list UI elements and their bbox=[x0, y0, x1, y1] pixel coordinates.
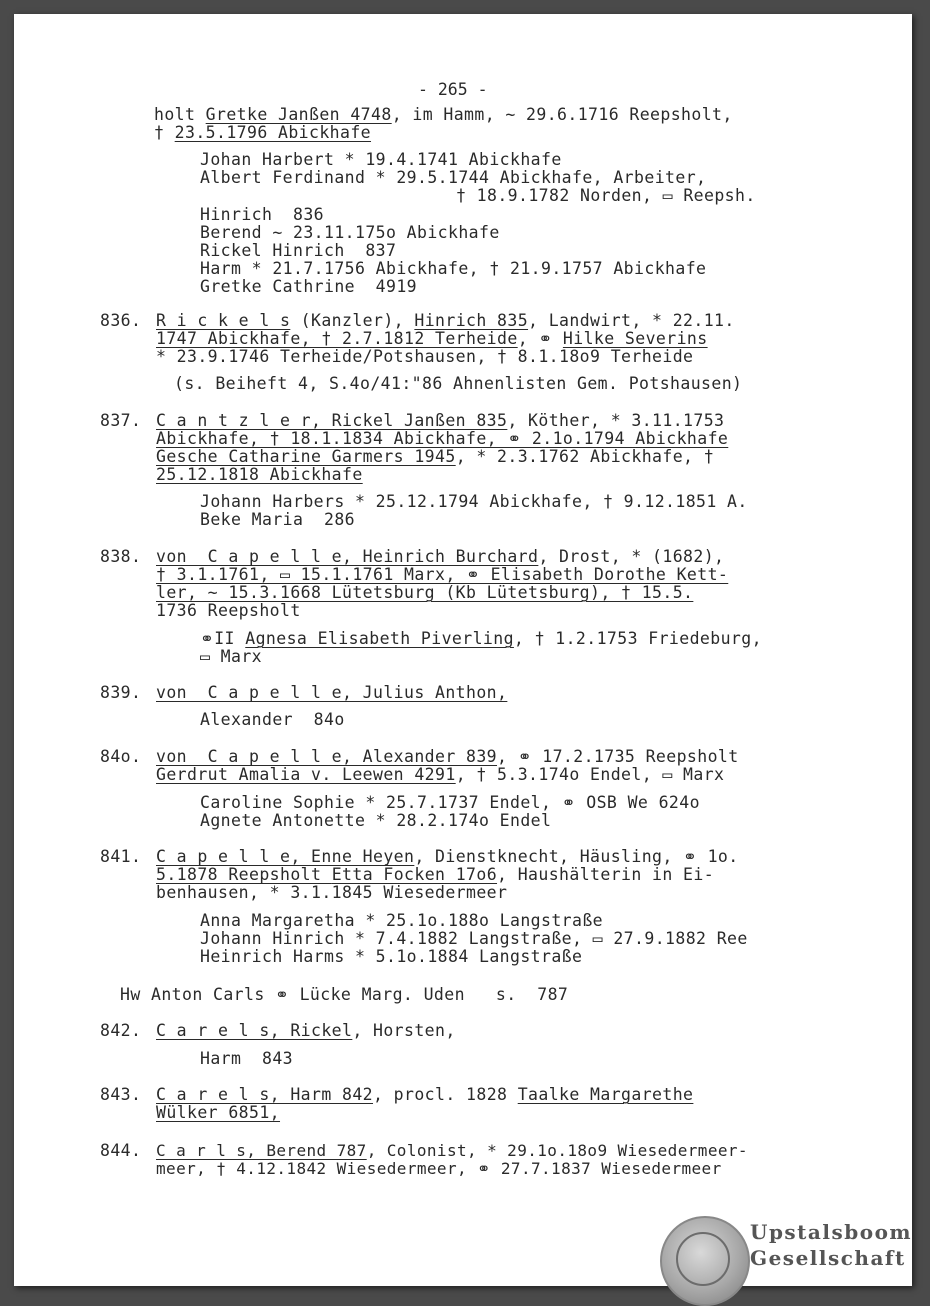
entry-line: 25.12.1818 Abickhafe bbox=[156, 465, 363, 484]
child-line: Johann Harbers * 25.12.1794 Abickhafe, † 9.12.1851 A. bbox=[200, 492, 748, 511]
entry-line: * 23.9.1746 Terheide/Potshausen, † 8.1.18o9 Terheide bbox=[156, 347, 694, 366]
entry-line: ▭ Marx bbox=[200, 647, 263, 666]
entry-number: 842. bbox=[100, 1021, 142, 1040]
child-line: Harm 843 bbox=[200, 1049, 294, 1068]
child-line: Caroline Sophie * 25.7.1737 Endel, ⚭ OSB We 624o bbox=[200, 793, 700, 812]
child-line: Hinrich 836 bbox=[200, 205, 325, 224]
entry-note: (s. Beiheft 4, S.4o/41:"86 Ahnenlisten Gem. Potshausen) bbox=[174, 374, 743, 393]
entry-line: ⚭II Agnesa Elisabeth Piverling, † 1.2.1753 Friedeburg, bbox=[200, 629, 762, 648]
entry-line: 1747 Abickhafe, † 2.7.1812 Terheide, ⚭ Hilke Severins bbox=[156, 329, 708, 348]
entry-line: ler, ~ 15.3.1668 Lütetsburg (Kb Lütetsburg), † 15.5. bbox=[156, 583, 694, 602]
child-line: Harm * 21.7.1756 Abickhafe, † 21.9.1757 Abickhafe bbox=[200, 259, 707, 278]
entry-line: Gesche Catharine Garmers 1945, * 2.3.1762 Abickhafe, † bbox=[156, 447, 715, 466]
entry-number: 84o. bbox=[100, 747, 142, 766]
entry-line: 1736 Reepsholt bbox=[156, 601, 301, 620]
entry-line: Wülker 6851, bbox=[156, 1103, 281, 1122]
child-line: Rickel Hinrich 837 bbox=[200, 241, 397, 260]
entry-number: 841. bbox=[100, 847, 142, 866]
entry-number: 843. bbox=[100, 1085, 142, 1104]
child-line: † 18.9.1782 Norden, ▭ Reepsh. bbox=[456, 186, 756, 205]
entry-line: von C a p e l l e, Heinrich Burchard, Drost, * (1682), bbox=[156, 547, 725, 566]
entry-line: Abickhafe, † 18.1.1834 Abickhafe, ⚭ 2.1o.1794 Abickhafe bbox=[156, 429, 729, 448]
entry-line: von C a p e l l e, Alexander 839, ⚭ 17.2.1735 Reepsholt bbox=[156, 747, 739, 766]
entry-line: C a r l s, Berend 787, Colonist, * 29.1o.18o9 Wiesedermeer- bbox=[156, 1141, 748, 1160]
entry-line: C a r e l s, Rickel, Horsten, bbox=[156, 1021, 456, 1040]
entry-number: 844. bbox=[100, 1141, 142, 1160]
entry-number: 837. bbox=[100, 411, 142, 430]
entry-number: 838. bbox=[100, 547, 142, 566]
entry-line: benhausen, * 3.1.1845 Wiesedermeer bbox=[156, 883, 508, 902]
brand-line-1: Upstalsboom bbox=[750, 1220, 913, 1244]
child-line: Berend ~ 23.11.175o Abickhafe bbox=[200, 223, 500, 242]
entry-line: † 3.1.1761, ▭ 15.1.1761 Marx, ⚭ Elisabeth Dorothe Kett- bbox=[156, 565, 729, 584]
entry-number: 839. bbox=[100, 683, 142, 702]
child-line: Anna Margaretha * 25.1o.188o Langstraße bbox=[200, 911, 604, 930]
child-line: Gretke Cathrine 4919 bbox=[200, 277, 418, 296]
entry-line: C a p e l l e, Enne Heyen, Dienstknecht, Häusling, ⚭ 1o. bbox=[156, 847, 739, 866]
child-line: Albert Ferdinand * 29.5.1744 Abickhafe, Arbeiter, bbox=[200, 168, 707, 187]
entry-line: R i c k e l s (Kanzler), Hinrich 835, Landwirt, * 22.11. bbox=[156, 311, 735, 330]
cross-reference: Hw Anton Carls ⚭ Lücke Marg. Uden s. 787 bbox=[120, 985, 569, 1004]
entry-line: C a n t z l e r, Rickel Janßen 835, Köther, * 3.11.1753 bbox=[156, 411, 725, 430]
entry-line: von C a p e l l e, Julius Anthon, bbox=[156, 683, 508, 702]
child-line: Beke Maria 286 bbox=[200, 510, 356, 529]
child-line: Johann Hinrich * 7.4.1882 Langstraße, ▭ 27.9.1882 Ree bbox=[200, 929, 748, 948]
page-number: - 265 - bbox=[418, 80, 488, 99]
society-seal-icon bbox=[660, 1216, 750, 1306]
entry-line: 5.1878 Reepsholt Etta Focken 17o6, Haushälterin in Ei- bbox=[156, 865, 715, 884]
text-line: holt Gretke Janßen 4748, im Hamm, ~ 29.6.1716 Reepsholt, bbox=[154, 105, 733, 124]
entry-number: 836. bbox=[100, 311, 142, 330]
child-line: Johan Harbert * 19.4.1741 Abickhafe bbox=[200, 150, 562, 169]
entry-line: Gerdrut Amalia v. Leewen 4291, † 5.3.174o Endel, ▭ Marx bbox=[156, 765, 725, 784]
child-line: Alexander 84o bbox=[200, 710, 345, 729]
text-line: † 23.5.1796 Abickhafe bbox=[154, 123, 372, 142]
entry-line: C a r e l s, Harm 842, procl. 1828 Taalke Margarethe bbox=[156, 1085, 694, 1104]
brand-line-2: Gesellschaft bbox=[750, 1246, 906, 1270]
document-page bbox=[14, 14, 912, 1286]
child-line: Heinrich Harms * 5.1o.1884 Langstraße bbox=[200, 947, 583, 966]
entry-line: meer, † 4.12.1842 Wiesedermeer, ⚭ 27.7.1837 Wiesedermeer bbox=[156, 1159, 722, 1178]
child-line: Agnete Antonette * 28.2.174o Endel bbox=[200, 811, 552, 830]
